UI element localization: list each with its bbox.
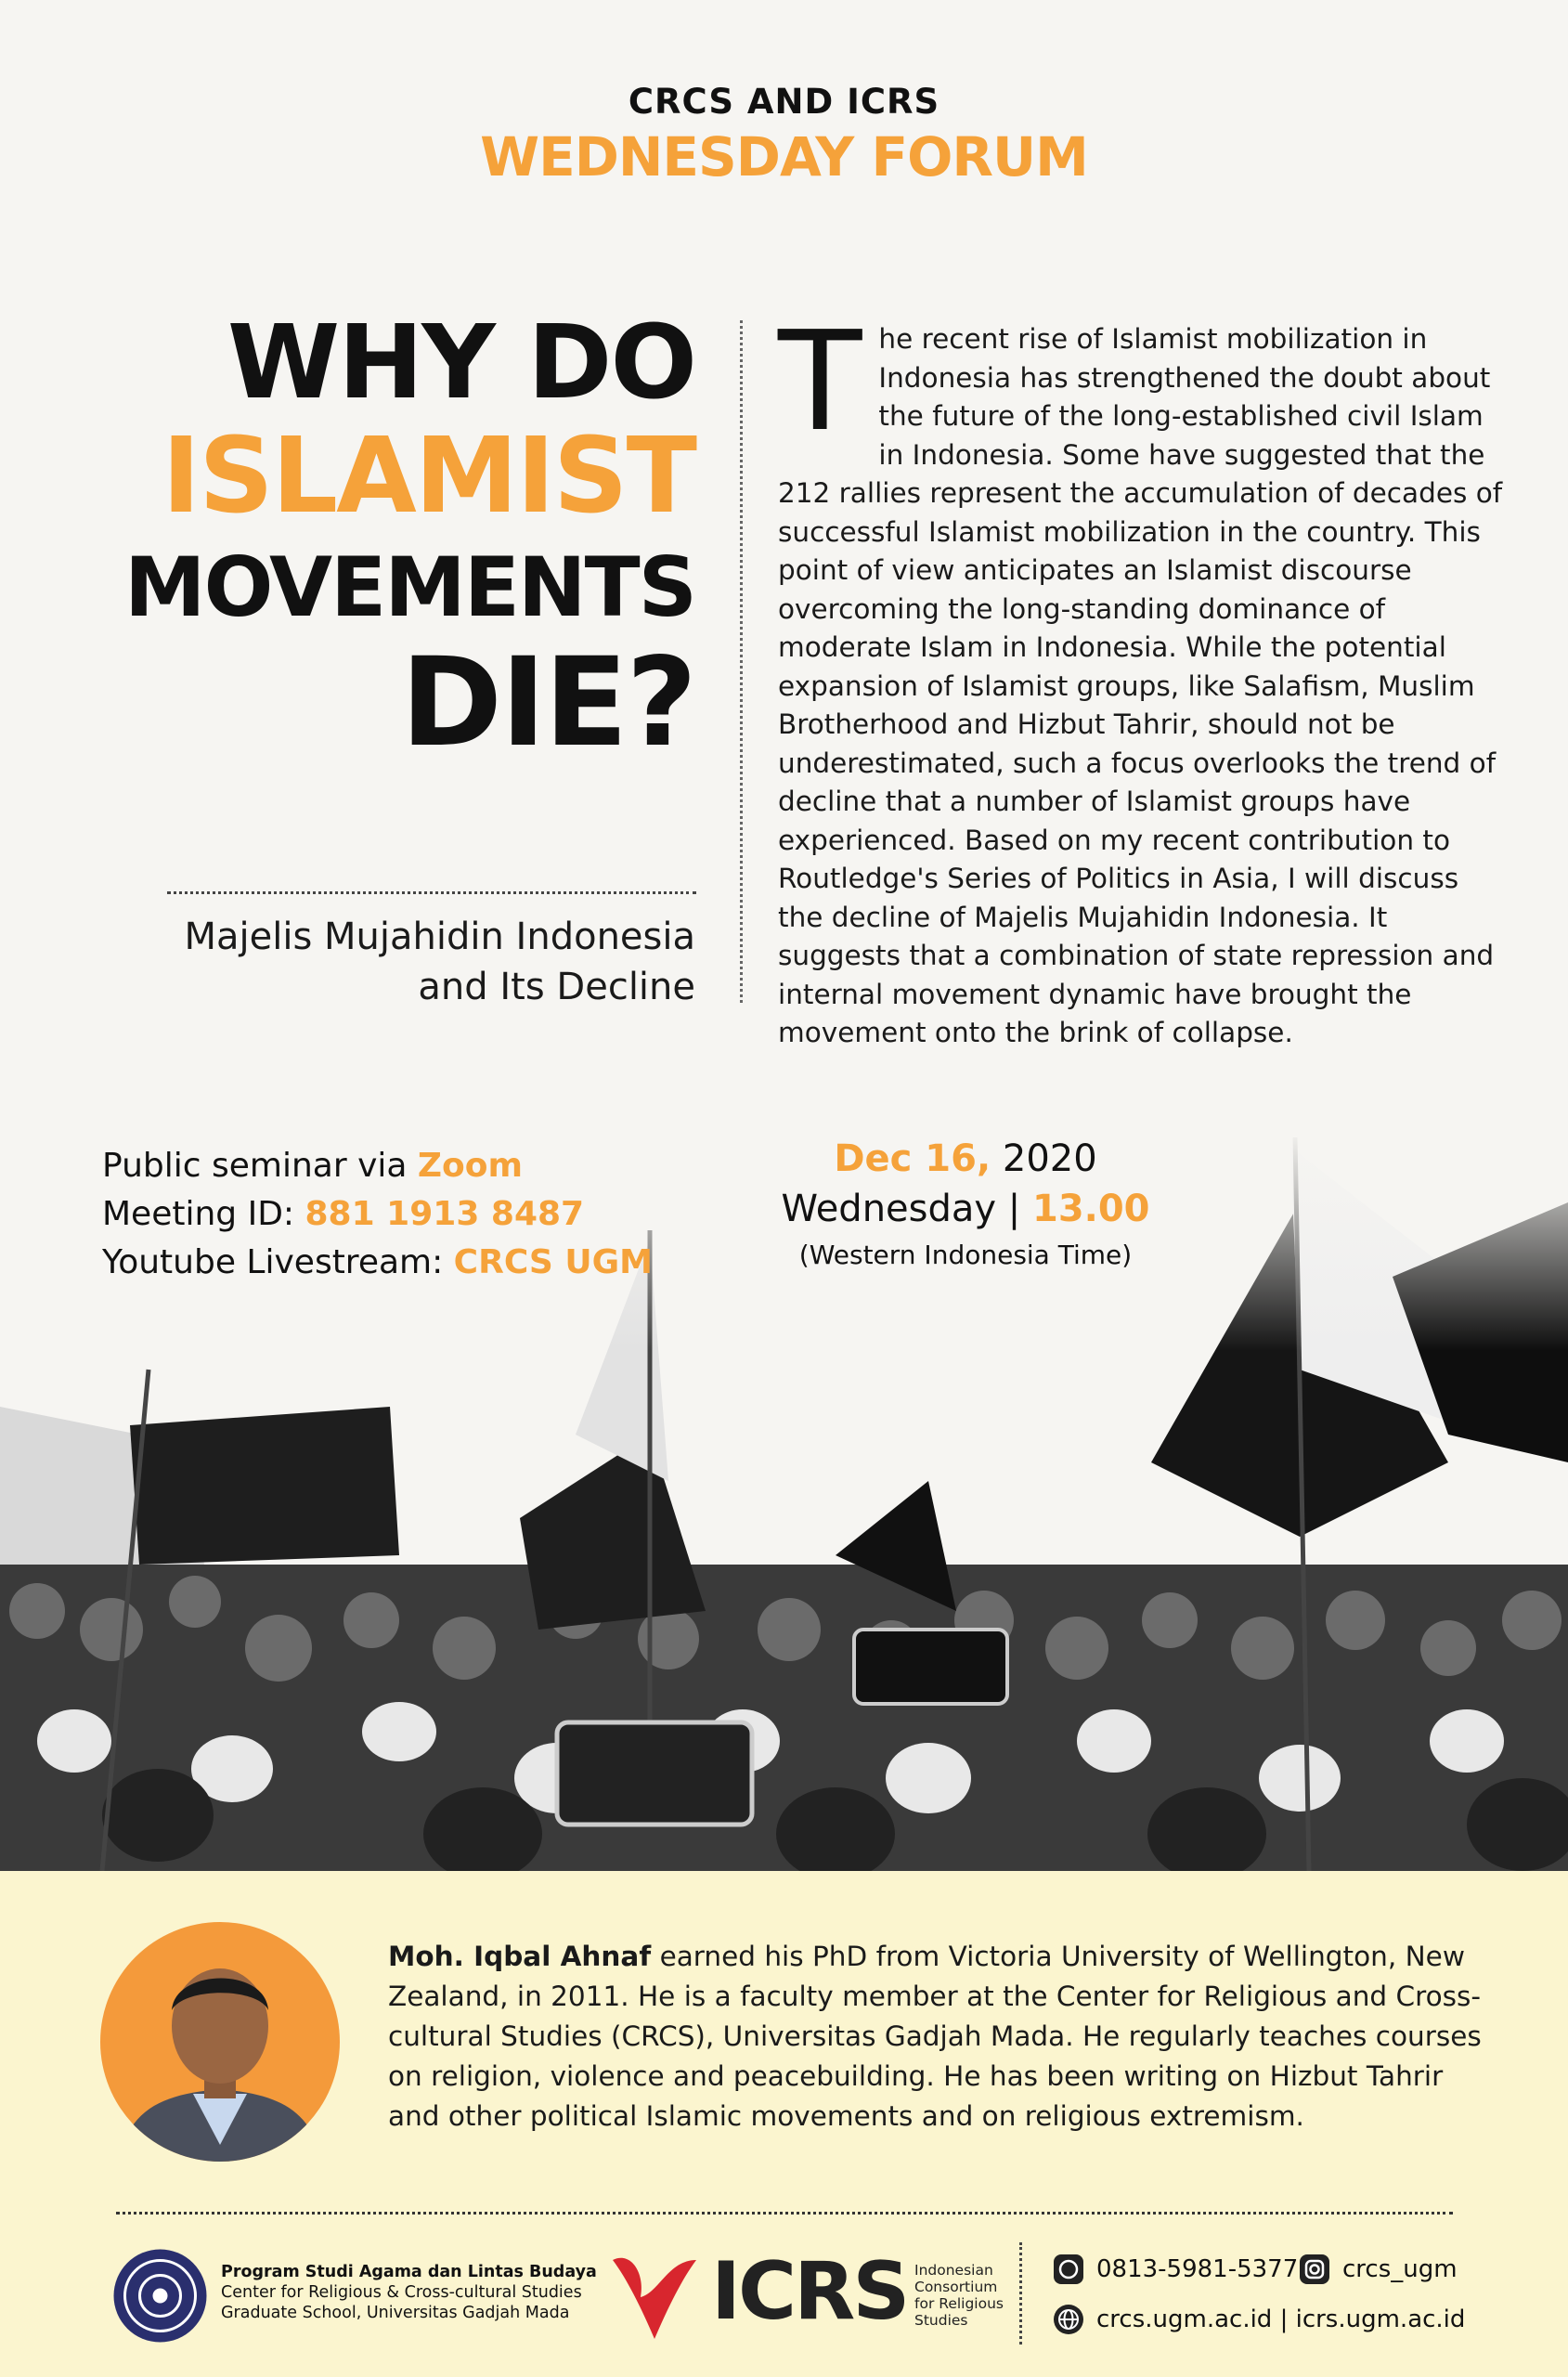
- org-line-1: Program Studi Agama dan Lintas Budaya: [221, 2263, 597, 2281]
- crcs-org-info: [221, 2262, 597, 2323]
- subtitle-line-2: and Its Decline: [418, 966, 695, 1008]
- icrs-logo-word: ICRS: [711, 2245, 908, 2338]
- subtitle-line-1: Majelis Mujahidin Indonesia: [184, 916, 695, 958]
- seminar-subtitle: [64, 912, 695, 1012]
- event-details: [102, 1142, 653, 1287]
- meeting-id-value: 881 1913 8487: [305, 1195, 585, 1233]
- abstract-dropcap: T: [778, 302, 862, 461]
- icrs-sub-2: Consortium: [914, 2279, 998, 2295]
- event-timezone: (Western Indonesia Time): [798, 1240, 1133, 1270]
- contact-phone: [1054, 2254, 1298, 2284]
- event-date-year: 2020: [991, 1137, 1097, 1180]
- youtube-label: Youtube Livestream:: [102, 1243, 454, 1281]
- meeting-id-label: Meeting ID:: [102, 1195, 305, 1233]
- event-weekday: Wednesday |: [781, 1188, 1032, 1230]
- event-hour: 13.00: [1031, 1188, 1150, 1230]
- icrs-sub-3: for Religious: [914, 2295, 1004, 2312]
- seminar-title: [64, 303, 695, 774]
- globe-icon: [1054, 2305, 1083, 2334]
- whatsapp-icon: [1054, 2254, 1083, 2284]
- icrs-sub-4: Studies: [914, 2312, 968, 2329]
- forum-pretitle: CRCS AND ICRS: [628, 82, 940, 122]
- event-time: [743, 1188, 1188, 1230]
- seminar-platform-value: Zoom: [417, 1147, 523, 1185]
- abstract: [778, 302, 1511, 1053]
- seminar-platform: [102, 1142, 653, 1190]
- title-line-4: DIE?: [400, 631, 695, 774]
- title-line-2: ISLAMIST: [162, 416, 695, 537]
- instagram-handle: crcs_ugm: [1342, 2255, 1458, 2283]
- title-line-3: MOVEMENTS: [124, 539, 695, 635]
- icrs-emblem-icon: [603, 2251, 706, 2344]
- phone-number: 0813-5981-5377: [1096, 2255, 1299, 2283]
- title-line-1: WHY DO: [227, 303, 695, 422]
- footer-column-divider: [1019, 2242, 1022, 2345]
- contact-websites: [1054, 2305, 1465, 2334]
- footer-divider: [116, 2212, 1453, 2215]
- icrs-full-name: [914, 2262, 1004, 2329]
- event-date: [743, 1137, 1188, 1180]
- icrs-sub-1: Indonesian: [914, 2262, 993, 2279]
- website-urls: crcs.ugm.ac.id | icrs.ugm.ac.id: [1096, 2306, 1466, 2333]
- forum-header: [0, 82, 1568, 188]
- title-divider: [167, 891, 696, 894]
- ugm-logo-icon: [111, 2247, 209, 2345]
- column-divider: [740, 320, 743, 1003]
- contact-instagram: [1300, 2254, 1458, 2284]
- speaker-avatar-icon: [100, 1922, 340, 2162]
- instagram-icon: [1300, 2254, 1329, 2284]
- speaker-portrait: [100, 1922, 340, 2162]
- forum-name: WEDNESDAY FORUM: [480, 125, 1088, 188]
- youtube-livestream: [102, 1239, 653, 1287]
- org-line-3: Graduate School, Universitas Gadjah Mada: [221, 2304, 570, 2322]
- event-datetime: [743, 1137, 1188, 1270]
- speaker-name: Moh. Iqbal Ahnaf: [388, 1941, 652, 1972]
- abstract-text: he recent rise of Islamist mobilization in Indonesia has strengthened the doubt about the future of the long-established civil Islam in Indonesia. Some have suggested that the 212 rallies represent the accumulation of decades of successful Islamist mobilization in the country. This point of view anticipates an Islamist discourse overcoming the long-standing dominance of moderate Islam in Indonesia. While the potential expansion of Islamist groups, like Salafism, Muslim Brotherhood and Hizbut Tahrir, should not be underestimated, such a focus overlooks the trend of decline that a number of Islamist groups have experienced. Based on my recent contribution to Routledge's Series of Politics in Asia, I will discuss the decline of Majelis Mujahidin Indonesia. It suggests that a combination of state repression and internal movement dynamic have brought the movement onto the brink of collapse.: [778, 323, 1503, 1048]
- org-line-2: Center for Religious & Cross-cultural Studies: [221, 2283, 582, 2302]
- youtube-value: CRCS UGM: [453, 1243, 653, 1281]
- meeting-id: [102, 1190, 653, 1239]
- speaker-bio: [388, 1937, 1502, 2137]
- event-date-day: Dec 16,: [834, 1137, 991, 1180]
- seminar-platform-label: Public seminar via: [102, 1147, 418, 1185]
- speaker-bio-text: earned his PhD from Victoria University of Wellington, New Zealand, in 2011. He is a faculty member at the Center for Religious and Cross-cultural Studies (CRCS), Universitas Gadjah Mada. He regularly teaches courses on religion, violence and peacebuilding. He has been writing on Hizbut Tahrir and other political Islamic movements and on religious extremism.: [388, 1941, 1482, 2132]
